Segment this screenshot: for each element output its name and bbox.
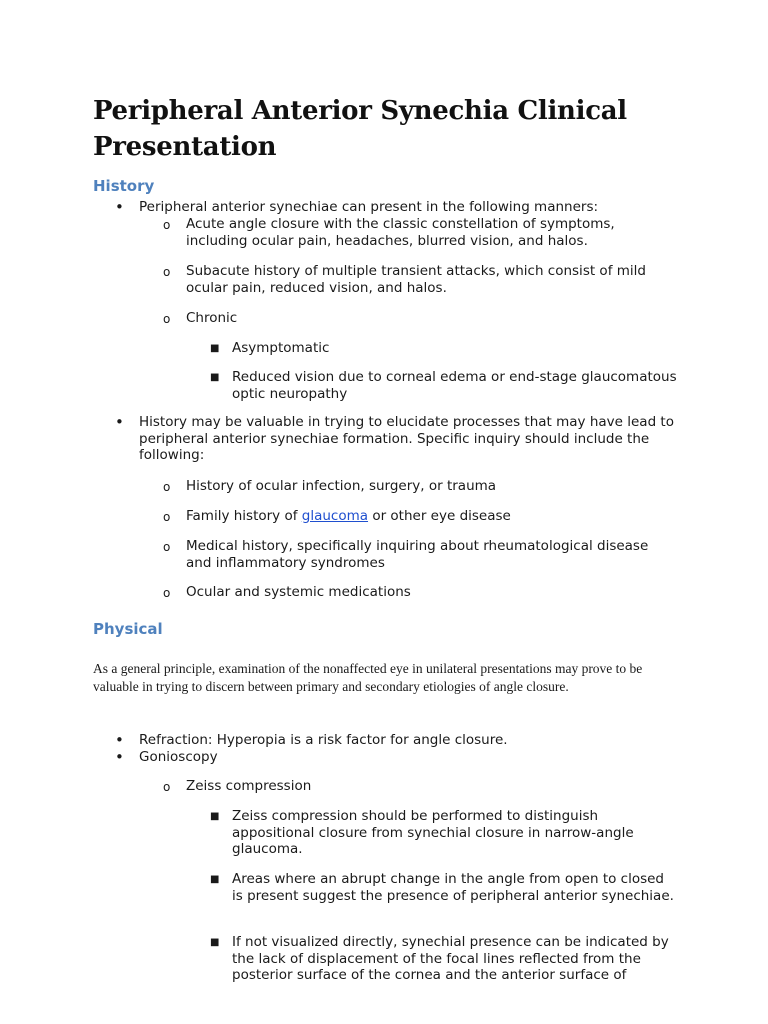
list-item-gonioscopy: Gonioscopy (139, 749, 218, 765)
list-item-not-visualized: If not visualized directly, synechial presence can be indicated by the lack of displacement of the focal lines reflected from the posterior surface of the cornea and the anterior surface of (232, 934, 669, 983)
list-item-subacute: Subacute history of multiple transient attacks, which consist of mild ocular pain, reduced vision, and halos. (186, 263, 646, 296)
history-valuable: History may be valuable in trying to elucidate processes that may have lead to peripheral anterior synechiae formation. Specific inquiry should include the following: (139, 414, 674, 463)
physical-principle-paragraph: As a general principle, examination of the nonaffected eye in unilateral presentations may prove to be valuable in trying to discern between primary and secondary etiologies of angle closure. (93, 661, 643, 694)
family-history-text: Family history of (186, 508, 302, 524)
bullet-disc: • (115, 731, 124, 749)
list-item-zeiss: Zeiss compression (186, 778, 312, 794)
list-item-chronic: Chronic (186, 310, 238, 326)
bullet-square: ■ (210, 343, 220, 354)
list-item-medical-history: Medical history, specifically inquiring about rheumatological disease and inflammatory syndromes (186, 538, 649, 571)
bullet-circle: o (163, 218, 171, 232)
list-item-medications: Ocular and systemic medications (186, 584, 411, 600)
bullet-disc: • (115, 198, 124, 216)
glaucoma-link[interactable]: glaucoma (301, 508, 369, 524)
list-item-refraction: Refraction: Hyperopia is a risk factor for angle closure. (139, 732, 508, 748)
bullet-circle: o (163, 586, 171, 600)
bullet-circle: o (163, 312, 171, 326)
list-item-abrupt-change: Areas where an abrupt change in the angle from open to closed is present suggest the presence of peripheral anterior synechiae. (232, 871, 674, 904)
bullet-square: ■ (210, 874, 220, 885)
history-intro: Peripheral anterior synechiae can present in the following manners: (139, 199, 599, 215)
bullet-circle: o (163, 540, 171, 554)
list-item-reduced-vision: Reduced vision due to corneal edema or end-stage glaucomatous optic neuropathy (232, 369, 677, 402)
list-item-acute: Acute angle closure with the classic constellation of symptoms, including ocular pain, headaches, blurred vision, and halos. (186, 216, 615, 249)
bullet-circle: o (163, 480, 171, 494)
bullet-circle: o (163, 265, 171, 279)
bullet-disc: • (115, 748, 124, 766)
bullet-circle: o (163, 510, 171, 524)
bullet-square: ■ (210, 811, 220, 822)
bullet-square: ■ (210, 937, 220, 948)
section-heading-physical: Physical (93, 620, 163, 638)
family-history-text-end: or other eye disease (368, 508, 511, 524)
list-item-family-history (186, 508, 676, 525)
list-item-zeiss-compression: Zeiss compression should be performed to distinguish appositional closure from synechial closure in narrow-angle glaucoma. (232, 808, 634, 857)
bullet-square: ■ (210, 372, 220, 383)
list-item-asymptomatic: Asymptomatic (232, 340, 330, 356)
list-item-ocular-history: History of ocular infection, surgery, or trauma (186, 478, 497, 494)
page-title: Peripheral Anterior Synechia Clinical Presentation (93, 96, 627, 162)
bullet-disc: • (115, 413, 124, 431)
bullet-circle: o (163, 780, 171, 794)
section-heading-history: History (93, 177, 155, 195)
